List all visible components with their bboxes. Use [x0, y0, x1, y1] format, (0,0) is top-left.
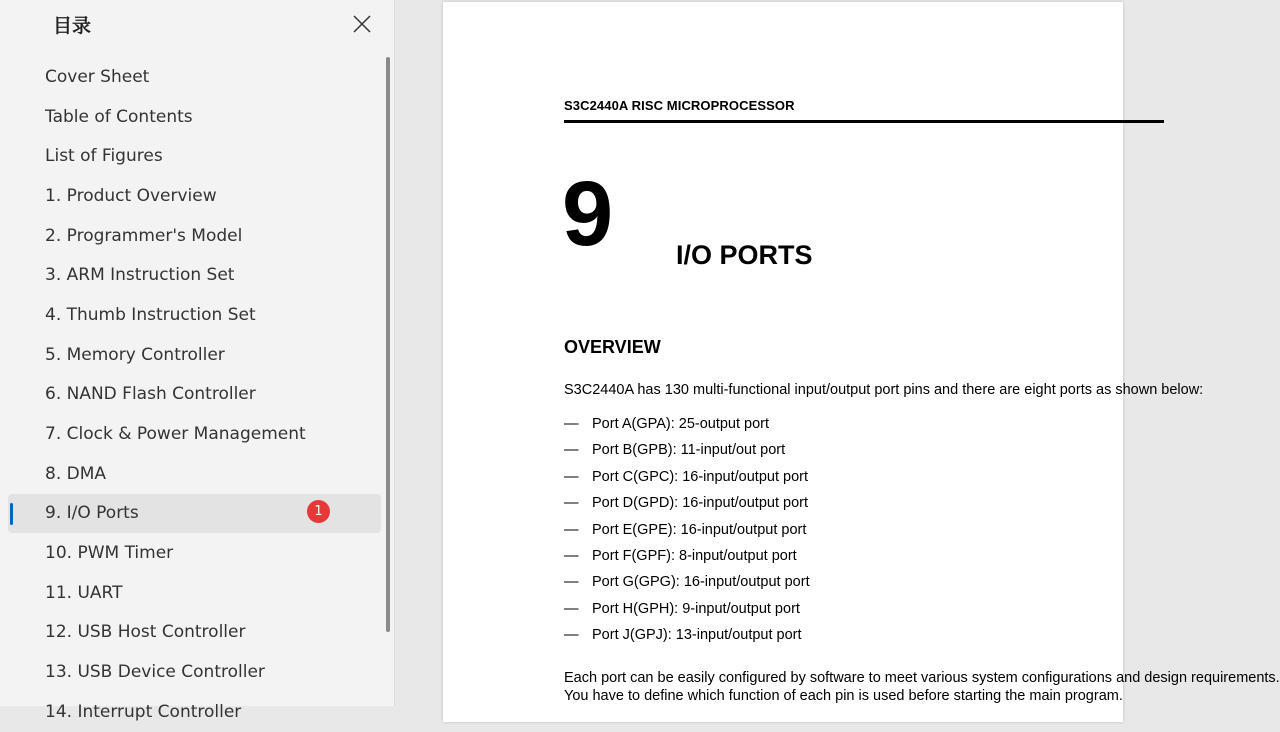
close-button[interactable] — [349, 11, 375, 37]
toc-item[interactable] — [8, 652, 381, 692]
toc-item-label: 7. Clock & Power Management — [45, 424, 306, 445]
toc-item[interactable] — [8, 692, 381, 732]
toc-item[interactable] — [8, 533, 381, 573]
closing-line: You have to define which function of each pin is used before starting the main program. — [564, 688, 1123, 704]
list-marker: — — [564, 600, 579, 617]
port-text: Port F(GPF): 8-input/output port — [592, 547, 797, 564]
list-marker: — — [564, 574, 579, 591]
intro-paragraph: S3C2440A has 130 multi-functional input/output port pins and there are eight ports as shown below: — [564, 382, 1204, 398]
toc-item-label: 13. USB Device Controller — [45, 662, 265, 683]
toc-item[interactable] — [8, 176, 381, 216]
toc-item-label: Cover Sheet — [45, 66, 150, 87]
toc-item-label: 2. Programmer's Model — [45, 225, 243, 246]
toc-item-label: 12. USB Host Controller — [45, 622, 246, 643]
port-text: Port B(GPB): 11-input/out port — [592, 442, 786, 459]
toc-list — [8, 57, 381, 732]
port-text: Port H(GPH): 9-input/output port — [592, 600, 800, 617]
port-list-item — [564, 416, 810, 442]
toc-item-label: 3. ARM Instruction Set — [45, 265, 235, 286]
notification-badge: 1 — [307, 500, 330, 523]
toc-item-label: 4. Thumb Instruction Set — [45, 304, 256, 325]
port-text: Port A(GPA): 25-output port — [592, 416, 770, 432]
toc-item-label: 14. Interrupt Controller — [45, 701, 242, 722]
toc-item-label: 5. Memory Controller — [45, 344, 225, 365]
port-text: Port C(GPC): 16-input/output port — [592, 468, 808, 485]
toc-item[interactable] — [8, 375, 381, 415]
header-rule — [564, 120, 1164, 123]
toc-item[interactable] — [8, 613, 381, 653]
close-icon — [353, 15, 371, 33]
toc-item[interactable] — [8, 454, 381, 494]
port-list-item — [564, 522, 810, 548]
toc-item[interactable] — [8, 295, 381, 335]
list-marker: — — [564, 468, 579, 485]
port-list-item — [564, 627, 810, 653]
toc-sidebar — [0, 0, 395, 722]
chapter-title: I/O PORTS — [676, 240, 813, 270]
list-marker: — — [564, 627, 579, 644]
port-list-item — [564, 601, 810, 627]
toc-item[interactable] — [8, 573, 381, 613]
list-marker: — — [564, 547, 579, 564]
port-list-item — [564, 495, 810, 521]
list-marker: — — [564, 442, 579, 459]
toc-item-label: Table of Contents — [45, 106, 193, 127]
toc-item[interactable] — [8, 57, 381, 97]
toc-item[interactable] — [8, 494, 381, 534]
list-marker: — — [564, 521, 579, 538]
toc-item-label: 11. UART — [45, 582, 123, 603]
port-list — [564, 416, 810, 654]
sidebar-scrollbar[interactable] — [386, 57, 390, 632]
closing-line: Each port can be easily configured by software to meet various system configurations and design requirements. — [564, 670, 1280, 686]
port-list-item — [564, 548, 810, 574]
closing-paragraph — [564, 669, 1280, 705]
port-text: Port G(GPG): 16-input/output port — [592, 574, 810, 591]
port-text: Port D(GPD): 16-input/output port — [592, 495, 808, 512]
toc-item[interactable] — [8, 136, 381, 176]
toc-item-label: List of Figures — [45, 146, 163, 167]
toc-item-label: 8. DMA — [45, 463, 107, 484]
port-list-item — [564, 469, 810, 495]
toc-item[interactable] — [8, 255, 381, 295]
port-list-item — [564, 442, 810, 468]
toc-item[interactable] — [8, 216, 381, 256]
toc-item-label: 10. PWM Timer — [45, 543, 174, 564]
overview-heading: OVERVIEW — [564, 337, 661, 357]
port-text: Port E(GPE): 16-input/output port — [592, 521, 807, 538]
toc-item-label: 1. Product Overview — [45, 185, 217, 206]
list-marker: — — [564, 495, 579, 512]
toc-title: 目录 — [53, 15, 92, 37]
toc-item[interactable] — [8, 414, 381, 454]
page-header: S3C2440A RISC MICROPROCESSOR — [564, 98, 795, 113]
chapter-number: 9 — [562, 163, 614, 265]
port-list-item — [564, 574, 810, 600]
toc-item-label: 9. I/O Ports — [45, 503, 139, 524]
document-page — [443, 2, 1280, 722]
list-marker: — — [564, 416, 579, 432]
toc-item-label: 6. NAND Flash Controller — [45, 384, 256, 405]
toc-item[interactable] — [8, 335, 381, 375]
port-text: Port J(GPJ): 13-input/output port — [592, 627, 802, 644]
toc-item[interactable] — [8, 97, 381, 137]
